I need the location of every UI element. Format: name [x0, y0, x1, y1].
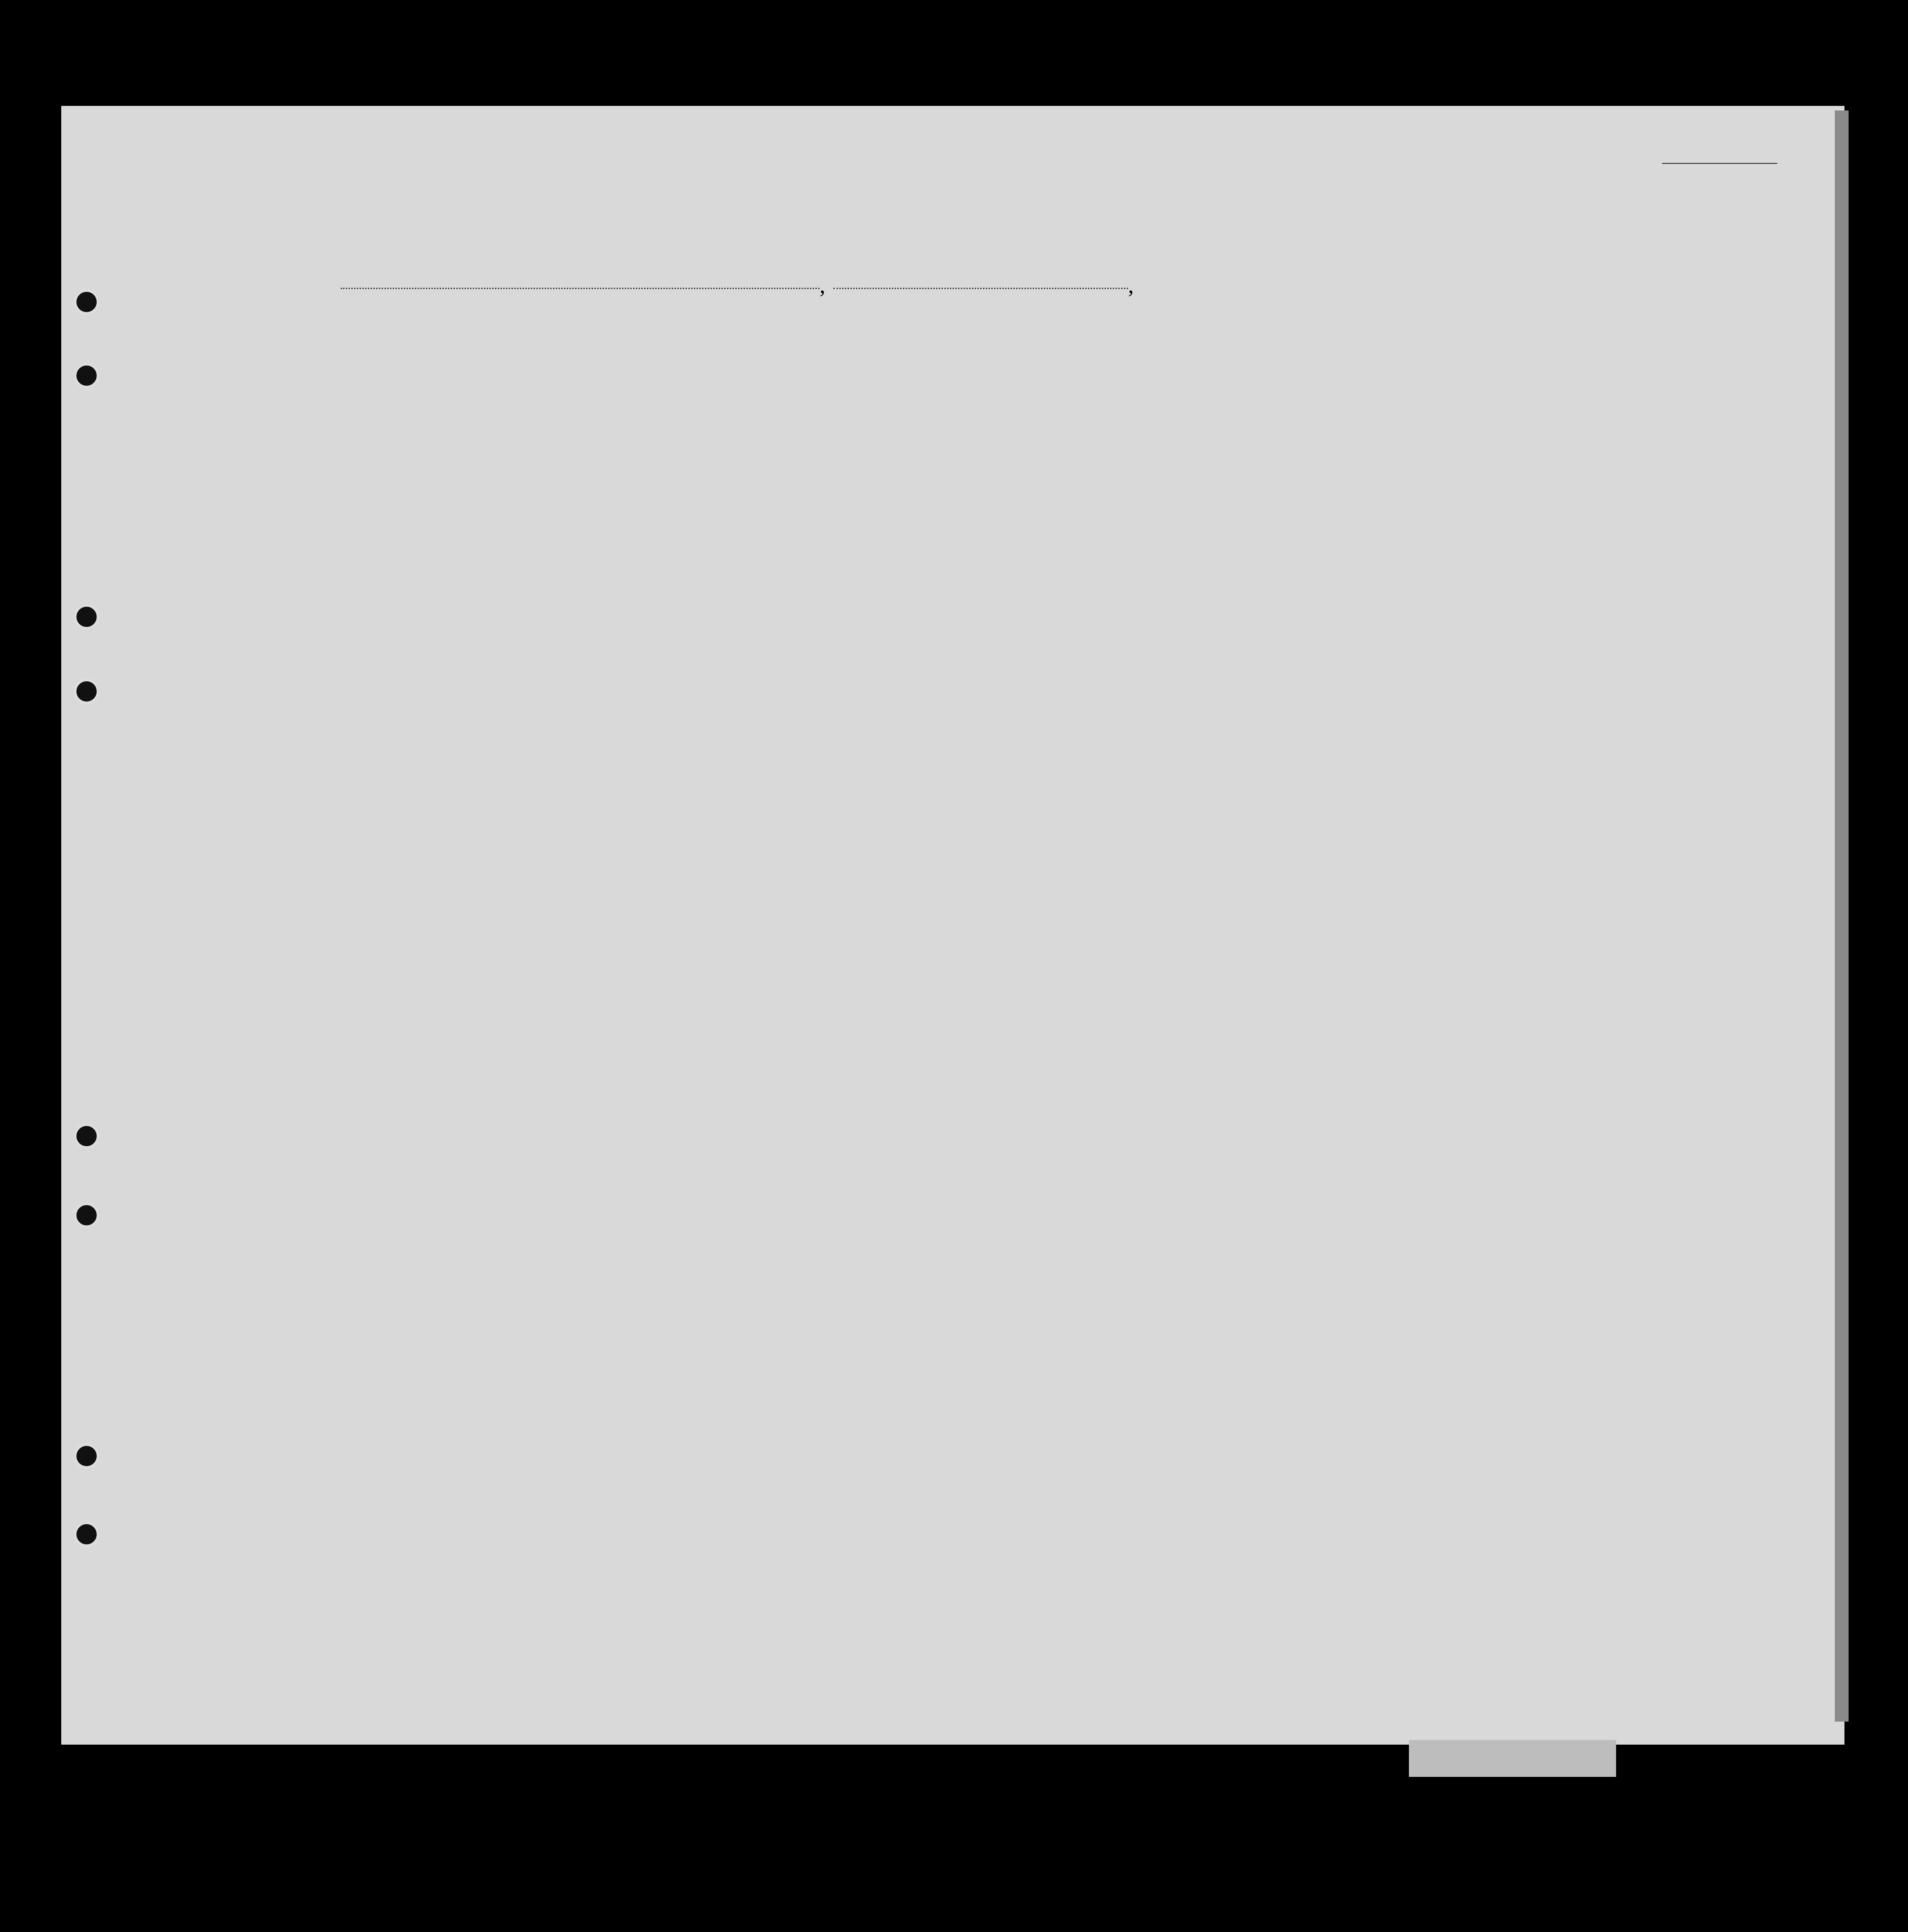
punch-hole	[74, 289, 99, 315]
port-underline	[341, 288, 820, 289]
punch-hole	[74, 679, 99, 704]
punch-hole	[74, 1202, 99, 1228]
page-edge	[1835, 110, 1849, 1722]
page-tab	[1409, 1740, 1616, 1777]
punch-hole	[74, 1521, 99, 1547]
punch-hole	[74, 1443, 99, 1469]
punch-hole	[74, 1123, 99, 1149]
punch-hole	[74, 363, 99, 389]
comma: ,	[1128, 272, 1134, 298]
punch-hole	[74, 604, 99, 630]
comma: ,	[820, 272, 826, 298]
manifest-sheet	[61, 106, 1844, 1745]
date-underline	[833, 288, 1128, 289]
list-underline	[1662, 163, 1777, 164]
